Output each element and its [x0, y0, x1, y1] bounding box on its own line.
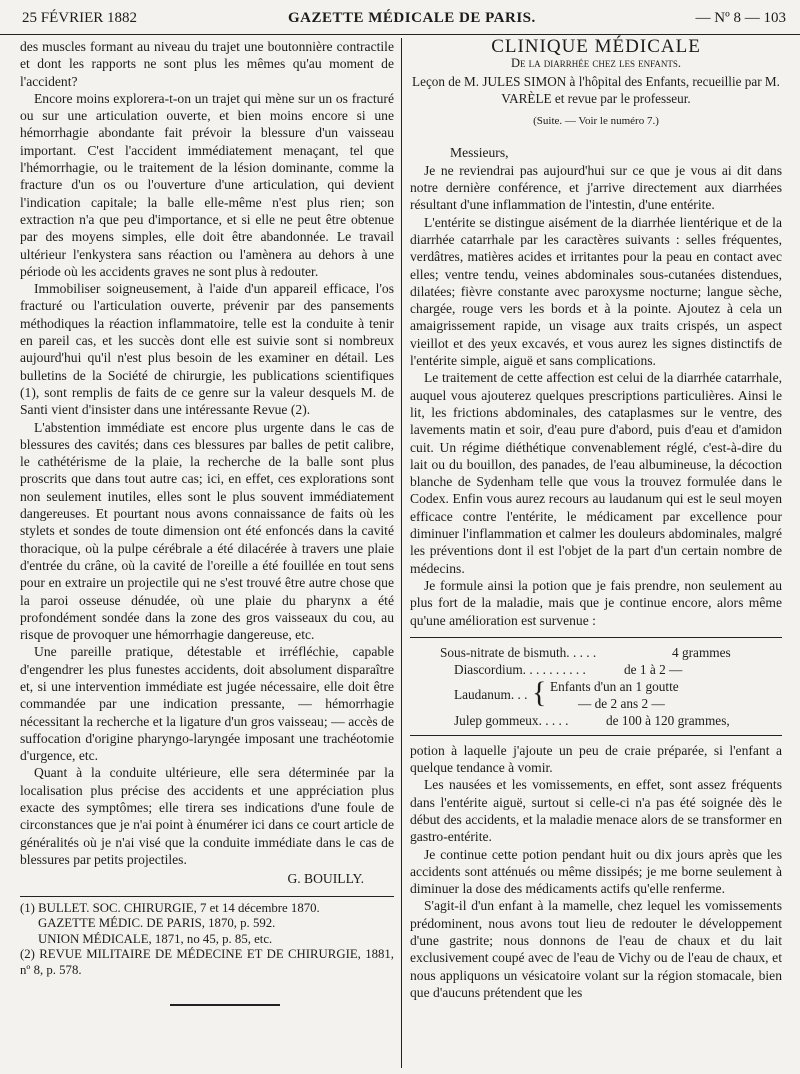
section-title: CLINIQUE MÉDICALE	[491, 36, 701, 57]
paragraph: potion à laquelle j'ajoute un peu de craie préparée, si l'enfant a quelque tendance à vomir.	[410, 742, 782, 776]
ingredient-name: Sous-nitrate de bismuth. . . . .	[440, 644, 597, 660]
issue-page-number: — Nº 8 — 103	[695, 10, 786, 26]
paragraph: Les nausées et les vomissements, en effet, sont assez fréquents dans l'entérite aiguë, surtout si celle-ci n'a pas été soignée dès le début des accidents, et la maladie menace alors de se transformer en gastro-entérite.	[410, 777, 782, 845]
paragraph: Immobiliser soigneusement, à l'aide d'un appareil efficace, l'os fracturé ou l'articulation ouverte, prévenir par des pansements méthodiques la réaction inflammatoire, telle est la conduite à tenir en pareil cas, et les succès dont elle est suivie sont si nombreux aujourd'hui qu'il n'est plus besoin de les examiner en détail. Les bulletins de la Société de chirurgie, les publications scientifiques (1), sont remplis de faits de ce genre sur la valeur desquels M. de Santi vient d'insister dans une intéressante Revue (2).	[20, 281, 394, 418]
paragraph: Je formule ainsi la potion que je fais prendre, non seulement au plus fort de la maladie, mais que je continue encore, alors même qu'une amélioration est survenue :	[410, 577, 782, 628]
author-signature: G. BOUILLY.	[287, 871, 364, 887]
footnote: (2) REVUE MILITAIRE DE MÉDECINE ET DE CHIRURGIE, 1881, nº 8, p. 578.	[20, 947, 394, 977]
lecture-credit: Leçon de M. JULES SIMON à l'hôpital des Enfants, recueillie par M. VARÈLE et revue par le professeur.	[412, 73, 780, 106]
footnotes	[20, 901, 394, 979]
ingredient-name: Diascordium. . . . . . . . . .	[454, 661, 586, 677]
footnote: (1) BULLET. SOC. CHIRURGIE, 7 et 14 décembre 1870.	[20, 900, 320, 915]
issue-date: 25 FÉVRIER 1882	[22, 10, 138, 26]
continuation-note: (Suite. — Voir le numéro 7.)	[533, 115, 659, 128]
paragraph: Quant à la conduite ultérieure, elle sera déterminée par la localisation plus précise des accidents et une appréciation plus exacte des symptômes; elle tirera ses indications d'une foule de circonstances que je n'ai point à énumérer ici dans ce court article de généralités où je n'ai visé que la conduite immédiate dans le cas de blessures par petits projectiles.	[20, 765, 394, 867]
ingredient-name: Julep gommeux. . . . .	[454, 712, 569, 728]
left-column	[20, 38, 394, 1006]
section-subtitle: De la diarrhée chez les enfants.	[510, 56, 682, 71]
paragraph: L'abstention immédiate est encore plus urgente dans le cas de blessures des cavités; dans ces blessures par balles de petit calibre, le cathétérisme de la plaie, la recherche de la balle sont plus proscrits que dans tout autre cas; ici, en effet, ces explorations sont non seulement inutiles, elles sont le plus souvent immédiatement dangereuses. Et pourtant nous avons connaissance de faits où les stylets et sondes de toute dimension ont été enfoncés dans la cavité thoracique, où la pulpe cérébrale a été dilacérée à travers une plaie d'entrée du crâne, où la cavité de l'oreille a été fouillée en tout sens pour en extraire un projectile qui ne s'est trouvé être autre chose que la paroi osseuse dénudée, où une plaie du pharynx a été profondément sondée dans la zone des gros vaisseaux du cou, au risque de provoquer une hémorrhagie dangereuse, etc.	[20, 419, 394, 643]
paragraph: Je continue cette potion pendant huit ou dix jours après que les accidents sont atténués ou même dissipés; je me borne seulement à diminuer la dose des médicaments actifs qu'elle renferme.	[410, 846, 782, 897]
ingredient-dose: — de 2 ans 2 —	[578, 695, 665, 711]
end-rule	[170, 1004, 280, 1006]
paragraph: S'agit-il d'un enfant à la mamelle, chez lequel les vomissements prédominent, nous avons tout lieu de redouter le développement d'une gastrite; nous donnons de l'eau de chaux et du lait exclusivement coupé avec de l'eau de Vichy ou de l'eau de chaux, et nous appliquons un vésicatoire volant sur la région stomacale, bien que d'aucuns prétendent que les	[410, 898, 782, 1000]
journal-title: GAZETTE MÉDICALE DE PARIS.	[288, 10, 536, 26]
running-header	[0, 0, 800, 35]
ingredient-dose: de 1 à 2 —	[624, 661, 683, 677]
paragraph: Je ne reviendrai pas aujourd'hui sur ce que je vous ai dit dans notre dernière conférence, et j'arrive directement aux diarrhées résultant d'une inflammation de l'intestin, d'une entérite.	[410, 162, 782, 213]
ingredient-dose: de 100 à 120 grammes,	[606, 712, 730, 728]
paragraph: Le traitement de cette affection est celui de la diarrhée catarrhale, auquel vous ajouterez quelques prescriptions particulières. Ainsi le lit, les frictions abdominales, des cataplasmes sur le ventre, des lavements matin et soir, d'eau pure d'abord, puis d'eau et d'amidon cuit. Un régime diéthétique convenablement réglé, c'est-à-dire du lait ou du bouillon, des panades, de l'eau albumineuse, la décoction blanche de Sydenham telle que vous la trouvez formulée dans le Codex. Enfin vous aurez recours au laudanum qui est le seul moyen efficace contre l'entérite, le médicament par excellence pour diminuer l'inflammation et calmer les douleurs abdominales, malgré les préventions dont il est l'objet de la part d'un certain nombre de médecins.	[410, 370, 782, 576]
footnote-rule	[20, 896, 394, 897]
paragraph: Encore moins explorera-t-on un trajet qui mène sur un os fracturé ou sur une articulation ouverte, et bien moins encore si une hémorrhagie abondante fait prévoir la blessure d'un vaisseau important. C'est l'accident immédiatement menaçant, tel que l'hémorrhagie, ou le traitement de la lésion dominante, comme la fracture d'un os ou l'ouverture d'une articulation, qui devient l'indication capitale; la balle elle-même n'est plus rien; son extraction n'a que peu d'importance, et si elle ne peut être obtenue par des moyens simples, elle doit être abandonnée. Le travail ultérieur l'enkystera sans réaction ou l'amènera au dehors à une période où les accidents graves ne sont plus à redouter.	[20, 90, 394, 279]
paragraph: Une pareille pratique, détestable et irréfléchie, capable d'engendrer les plus funestes accidents, doit absolument disparaître et, si une intervention immédiate est jugée nécessaire, elle doit être commandée par une indication pressante, — hémorrhagie nécessitant la recherche et la ligature d'un gros vaisseau; — accès de suffocation d'origine pharyngo-laryngée imposant une trachéotomie d'urgence, etc.	[20, 644, 394, 764]
ingredient-dose: Enfants d'un an 1 goutte	[550, 678, 679, 694]
salutation: Messieurs,	[450, 145, 509, 161]
footnote: GAZETTE MÉDIC. DE PARIS, 1870, p. 592.	[38, 916, 276, 931]
brace: {	[532, 675, 547, 709]
column-divider	[401, 38, 402, 1068]
right-column	[410, 38, 782, 1001]
prescription-formula	[410, 637, 782, 736]
paragraph: des muscles formant au niveau du trajet une boutonnière contractile et dont les rapports ne sont plus les mêmes qu'au moment de l'accident?	[20, 39, 394, 89]
paragraph: L'entérite se distingue aisément de la diarrhée lientérique et de la diarrhée catarrhale par les caractères suivants : selles fréquentes, verdâtres, matières acides et irritantes pour la peau en contact avec elles; ventre tendu, veines abdominales sous-cutanées distendues, dilatées; fièvre constante avec paroxysme nocturne; langue sèche, chargée, rouge vers les bords et à la pointe. Ajoutez à cela un amaigrissement rapide, un visage aux traits crispés, un aspect vieillot et des yeux excavés, et vous aurez les signes distinctifs de l'entérite simple, aiguë et sans complications.	[410, 214, 782, 369]
ingredient-name: Laudanum. . .	[454, 686, 528, 702]
footnote: UNION MÉDICALE, 1871, no 45, p. 85, etc.	[38, 931, 273, 946]
ingredient-dose: 4 grammes	[672, 644, 731, 660]
